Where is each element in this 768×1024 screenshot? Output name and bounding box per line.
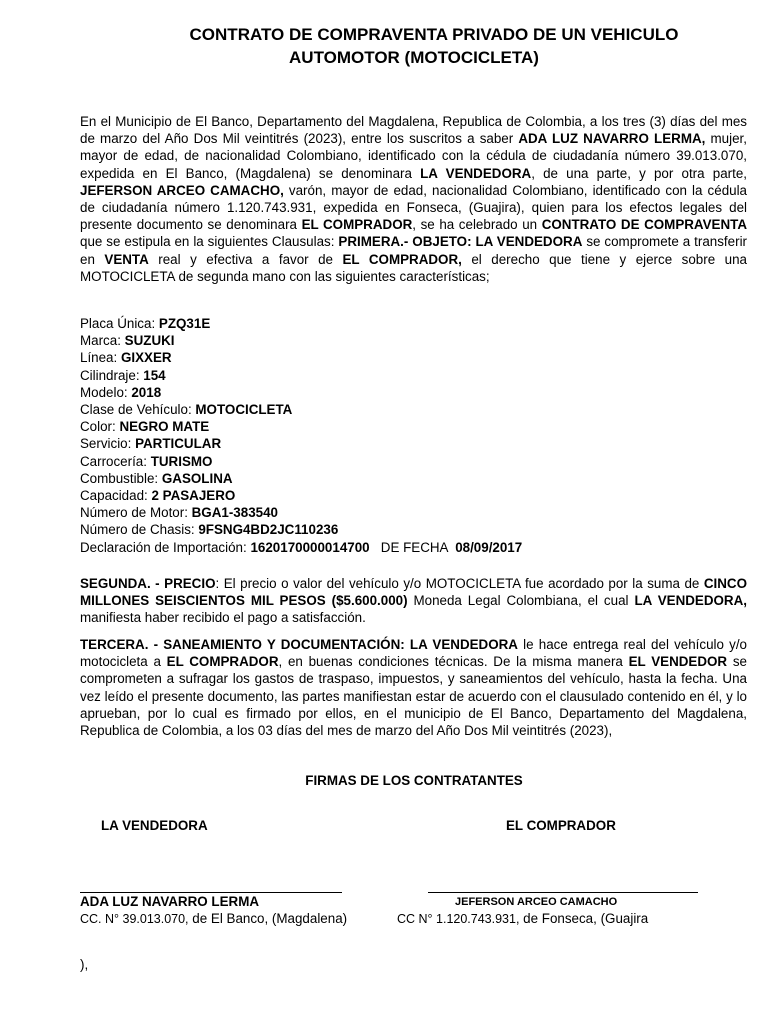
venta-label: VENTA bbox=[104, 251, 149, 267]
spec-row bbox=[80, 435, 740, 452]
seller-signature-role: LA VENDEDORA bbox=[101, 818, 208, 833]
spec-value: GASOLINA bbox=[161, 470, 233, 486]
spec-value: SUZUKI bbox=[124, 333, 175, 349]
buyer-role: EL COMPRADOR, bbox=[342, 251, 462, 267]
intro-text: que se estipula en la siguientes Clausulas: bbox=[80, 234, 339, 250]
spec-value: GIXXER bbox=[120, 350, 172, 366]
spec-row bbox=[80, 487, 740, 504]
spec-label: Cilindraje: bbox=[80, 367, 144, 383]
spec-value: MOTOCICLETA bbox=[195, 402, 293, 418]
spec-label: Servicio: bbox=[80, 436, 136, 452]
spec-row bbox=[80, 315, 740, 332]
buyer-signature-role: EL COMPRADOR bbox=[506, 818, 616, 833]
intro-text: En el Municipio de El Banco, Departamento del Magdalena, Republica de Colombia, a los tres (3) días del mes de marzo del Año Dos Mil veintitrés (2023), entre los suscritos a saber bbox=[80, 114, 747, 147]
signatures-heading: FIRMAS DE LOS CONTRATANTES bbox=[305, 773, 523, 788]
spec-label: Número de Motor: bbox=[80, 505, 192, 521]
buyer-id-number: CC N° 1.120.743.931, bbox=[397, 912, 520, 926]
document-title-line1: CONTRATO DE COMPRAVENTA PRIVADO DE UN VEHICULO bbox=[189, 25, 679, 44]
spec-value: 2 PASAJERO bbox=[151, 488, 236, 504]
spec-label: Placa Única: bbox=[80, 316, 159, 331]
spec-value: 08/09/2017 bbox=[455, 539, 523, 555]
seller-role: EL VENDEDOR bbox=[628, 654, 728, 670]
spec-value: NEGRO MATE bbox=[119, 419, 210, 435]
spec-value: TURISMO bbox=[150, 453, 213, 469]
spec-label: Color: bbox=[80, 419, 120, 435]
spec-label: Combustible: bbox=[80, 470, 162, 486]
intro-text: el derecho que tiene y ejerce sobre una MOTOCICLETA de segunda mano con las siguientes características; bbox=[80, 251, 747, 284]
spec-row bbox=[80, 349, 740, 366]
contract-type: CONTRATO DE COMPRAVENTA bbox=[541, 217, 747, 233]
spec-label: Capacidad: bbox=[80, 488, 152, 504]
spec-value: PZQ31E bbox=[158, 316, 211, 331]
clause-text: manifiesta haber recibido el pago a satisfacción. bbox=[80, 610, 366, 626]
spec-row-import bbox=[80, 539, 740, 556]
buyer-role: EL COMPRADOR bbox=[166, 654, 279, 670]
clause-text: : El precio o valor del vehículo y/o MOTOCICLETA fue acordado por la suma de bbox=[215, 576, 704, 591]
intro-text: varón, mayor de edad, nacionalidad Colombiano, identificado con la cédula de ciudadanía número 1.120.743.931, expedida en Fonseca, (Guajira), quien para los efectos legales del presente documento se denominara bbox=[80, 182, 748, 233]
seller-signature-name: ADA LUZ NAVARRO LERMA bbox=[80, 894, 260, 909]
spec-row bbox=[80, 504, 740, 521]
buyer-signature-name: JEFERSON ARCEO CAMACHO bbox=[455, 896, 618, 908]
buyer-id-place: de Fonseca, (Guajira bbox=[519, 911, 649, 926]
seller-role: LA VENDEDORA bbox=[420, 165, 532, 181]
spec-row bbox=[80, 332, 740, 349]
spec-value: 1620170000014700 bbox=[250, 539, 370, 555]
spec-value: 154 bbox=[143, 367, 166, 383]
clause-text: le hace entrega real del vehículo y/o motocicleta a bbox=[80, 637, 748, 670]
intro-text: mujer, mayor de edad, de nacionalidad Colombiano, identificado con la cédula de ciudadanía número 39.013.070, expedida en El Banco, (Magdalena) se denominara bbox=[80, 131, 747, 181]
intro-text: real y efectiva a favor de bbox=[148, 251, 343, 267]
spec-label: Carrocería: bbox=[80, 453, 151, 469]
spec-label: Línea: bbox=[80, 350, 121, 366]
clause-second-paragraph bbox=[80, 575, 747, 627]
seller-name: ADA LUZ NAVARRO LERMA, bbox=[518, 131, 706, 147]
spec-row bbox=[80, 453, 740, 470]
seller-id bbox=[80, 911, 347, 926]
spec-label: Modelo: bbox=[80, 384, 132, 400]
seller-role: LA VENDEDORA, bbox=[634, 593, 747, 609]
spec-label: Clase de Vehículo: bbox=[80, 402, 196, 418]
buyer-role: EL COMPRADOR bbox=[301, 217, 413, 233]
spec-row bbox=[80, 418, 740, 435]
intro-paragraph bbox=[80, 113, 747, 285]
clause-first-heading: PRIMERA.- OBJETO: LA VENDEDORA bbox=[338, 234, 583, 250]
document-title-line2: AUTOMOTOR (MOTOCICLETA) bbox=[289, 48, 539, 67]
spec-row bbox=[80, 384, 740, 401]
spec-label: Marca: bbox=[80, 333, 125, 349]
spec-label: DE FECHA bbox=[369, 539, 456, 555]
spec-row bbox=[80, 401, 740, 418]
intro-text: , se ha celebrado un bbox=[412, 217, 542, 233]
clause-text: se comprometen a sufragar los gastos de traspaso, impuestos, y saneamientos del vehículo, hasta la fecha. Una vez leído el presente documento, las partes manifiestan estar de acuerdo con el clausulado contenido en él, y lo aprueban, por lo cual es firmado por ellos, en el municipio de El Banco, Departamento del Magdalena, Republica de Colombia, a los 03 días del mes de marzo del Año Dos Mil veintitrés (2023), bbox=[80, 654, 747, 739]
spec-value: 2018 bbox=[131, 384, 162, 400]
buyer-id bbox=[397, 911, 648, 926]
seller-id-number: CC. N° 39.013.070, bbox=[80, 912, 189, 926]
buyer-signature-line bbox=[428, 892, 698, 893]
spec-value: PARTICULAR bbox=[135, 436, 222, 452]
clause-second-heading: SEGUNDA. - PRECIO bbox=[80, 576, 216, 591]
clause-third-paragraph bbox=[80, 636, 747, 739]
clause-text: , en buenas condiciones técnicas. De la misma manera bbox=[278, 654, 629, 670]
spec-row bbox=[80, 470, 740, 487]
spec-label: Número de Chasis: bbox=[80, 522, 199, 538]
vehicle-specs bbox=[80, 315, 740, 556]
trailing-text: ), bbox=[80, 957, 89, 972]
price-amount: CINCO MILLONES SEISCIENTOS MIL PESOS ($5.600.000) bbox=[80, 576, 748, 609]
clause-third-heading: TERCERA. - SANEAMIENTO Y DOCUMENTACIÓN: LA VENDEDORA bbox=[80, 637, 518, 652]
clause-text: Moneda Legal Colombiana, el cual bbox=[407, 593, 635, 609]
spec-label: Declaración de Importación: bbox=[80, 539, 251, 555]
spec-value: BGA1-383540 bbox=[191, 505, 278, 521]
intro-text: , de una parte, y por otra parte, bbox=[531, 165, 747, 181]
buyer-name: JEFERSON ARCEO CAMACHO, bbox=[80, 182, 284, 198]
seller-id-place: de El Banco, (Magdalena) bbox=[188, 911, 348, 926]
spec-value: 9FSNG4BD2JC110236 bbox=[198, 522, 339, 538]
spec-row bbox=[80, 367, 740, 384]
seller-signature-line bbox=[80, 892, 342, 893]
spec-row bbox=[80, 521, 740, 538]
intro-text: se compromete a transferir en bbox=[80, 234, 747, 267]
